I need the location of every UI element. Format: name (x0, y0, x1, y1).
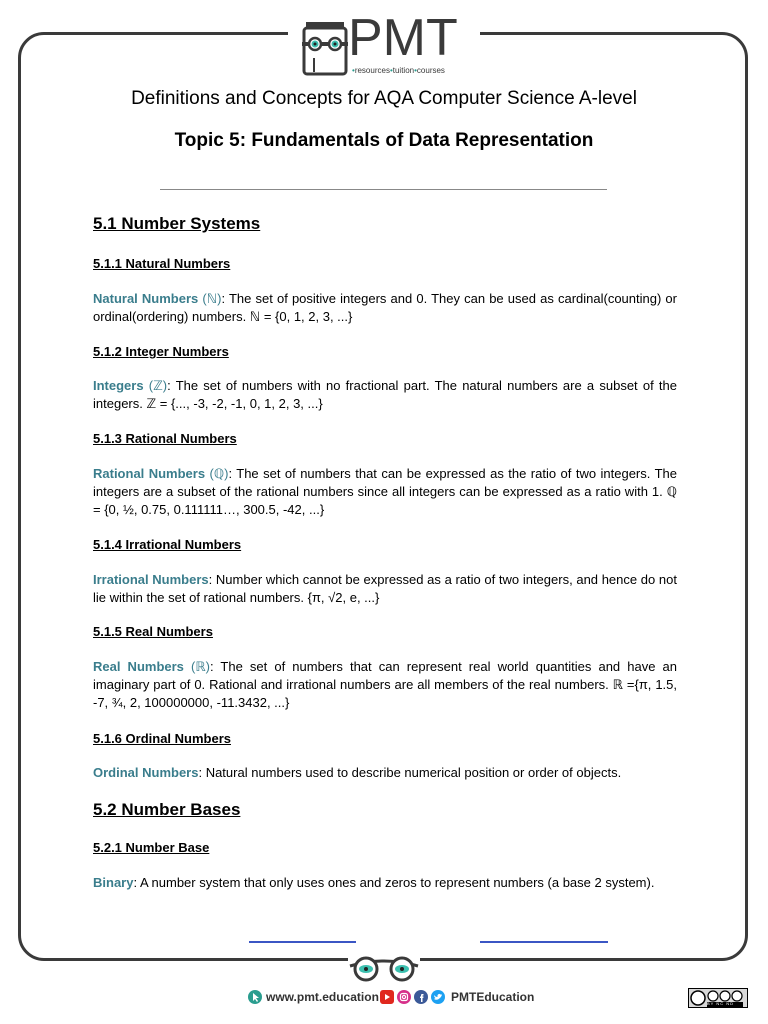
subsection-heading-5-1-4: 5.1.4 Irrational Numbers (93, 537, 242, 552)
instagram-icon[interactable] (397, 990, 411, 1004)
term-real-numbers: Real Numbers (93, 659, 184, 674)
glasses-icon (348, 952, 420, 984)
topic-title: Topic 5: Fundamentals of Data Representation (174, 130, 594, 151)
subsection-heading-5-1-5: 5.1.5 Real Numbers (93, 624, 213, 639)
definition-binary: Binary: A number system that only uses ones and zeros to represent numbers (a base 2 system). (93, 875, 655, 890)
term-rational-numbers: Rational Numbers (93, 466, 206, 481)
license-label: BY NC ND (707, 1001, 735, 1006)
subsection-heading-5-1-2: 5.1.2 Integer Numbers (93, 344, 229, 359)
definition-rational-numbers: Rational Numbers (ℚ): The set of numbers that can be expressed as the ratio of two integers. The integers are a subset of the rational numbers since all integers can be expressed as a ratio with 1. ℚ = {0, ½, 0.75, 0.111111…, 300.5, -42, ...} (93, 466, 677, 517)
twitter-icon[interactable] (431, 990, 445, 1004)
footer-link-line-left[interactable] (249, 941, 356, 943)
pmt-logo (300, 9, 470, 78)
subsection-heading-5-1-6: 5.1.6 Ordinal Numbers (93, 731, 231, 746)
footer-link-line-right[interactable] (480, 941, 608, 943)
definition-real-numbers: Real Numbers (ℝ): The set of numbers that can represent real world quantities and have an imaginary part of 0. Rational and irrational numbers are all members of the real numbers. ℝ ={π, 1.5, -7, ¾, 2, 100000000, -11.3432, ...} (93, 659, 677, 710)
subsection-heading-5-1-1: 5.1.1 Natural Numbers (93, 256, 231, 271)
logo-tagline: •resources•tuition•courses (352, 66, 445, 75)
term-natural-numbers: Natural Numbers (93, 291, 199, 306)
title-divider (160, 189, 607, 190)
section-heading-5-1: 5.1 Number Systems (93, 214, 261, 233)
definition-integers: Integers (ℤ): The set of numbers with no fractional part. The natural numbers are a subset of the integers. ℤ = {..., -3, -2, -1, 0, 1, 2, 3, ...} (93, 378, 677, 411)
term-binary: Binary (93, 875, 134, 890)
footer (0, 988, 768, 1010)
definition-natural-numbers: Natural Numbers (ℕ): The set of positive integers and 0. They can be used as cardinal(counting) or ordinal(ordering) numbers. ℕ = {0, 1, 2, 3, ...} (93, 291, 677, 324)
subsection-heading-5-1-3: 5.1.3 Rational Numbers (93, 431, 237, 446)
term-integers: Integers (93, 378, 144, 393)
subsection-heading-5-2-1: 5.2.1 Number Base (93, 840, 210, 855)
term-irrational-numbers: Irrational Numbers (93, 572, 209, 587)
facebook-icon[interactable] (414, 990, 428, 1004)
term-ordinal-numbers: Ordinal Numbers (93, 765, 199, 780)
social-handle[interactable]: PMTEducation (451, 990, 535, 1004)
cursor-icon (248, 990, 262, 1004)
youtube-icon[interactable] (380, 990, 394, 1004)
definition-ordinal-numbers: Ordinal Numbers: Natural numbers used to describe numerical position or order of objects. (93, 765, 622, 780)
book-mascot-icon (300, 18, 350, 76)
creative-commons-badge (688, 988, 748, 1008)
website-link[interactable]: www.pmt.education (266, 990, 379, 1004)
document-title: Definitions and Concepts for AQA Computer Science A-level (131, 88, 637, 109)
definition-irrational-numbers: Irrational Numbers: Number which cannot be expressed as a ratio of two integers, and hence do not lie within the set of rational numbers. {π, √2, e, ...} (93, 572, 677, 605)
section-heading-5-2: 5.2 Number Bases (93, 800, 241, 819)
logo-text: PMT (348, 9, 458, 67)
